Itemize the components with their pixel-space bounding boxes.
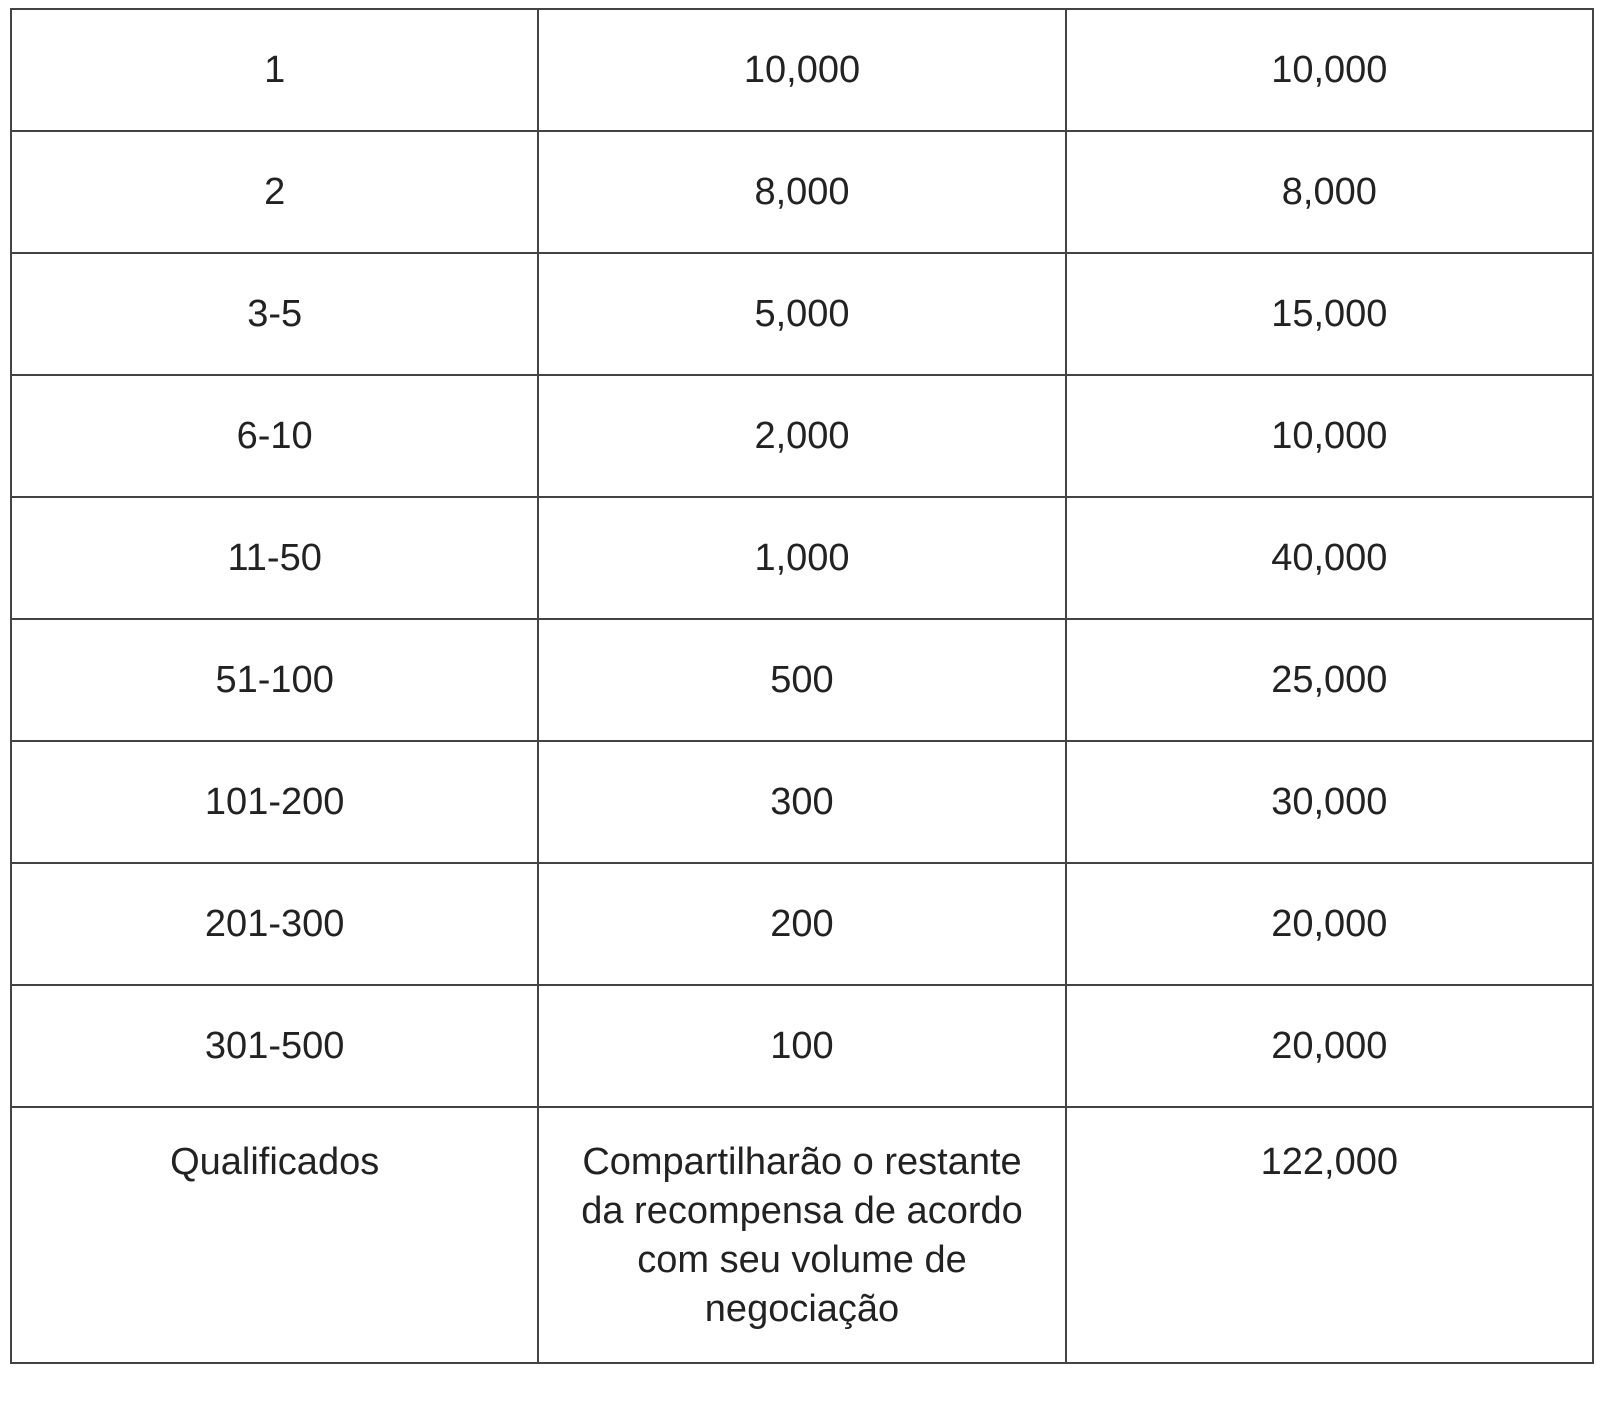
rank-cell: Qualificados	[11, 1107, 538, 1363]
reward-per-user-cell: 5,000	[538, 253, 1065, 375]
total-reward-cell: 20,000	[1066, 863, 1593, 985]
total-reward-cell: 40,000	[1066, 497, 1593, 619]
rank-cell: 11-50	[11, 497, 538, 619]
reward-per-user-cell: 100	[538, 985, 1065, 1107]
rank-cell: 201-300	[11, 863, 538, 985]
reward-per-user-cell: 200	[538, 863, 1065, 985]
reward-per-user-cell: 2,000	[538, 375, 1065, 497]
rank-cell: 6-10	[11, 375, 538, 497]
rank-cell: 3-5	[11, 253, 538, 375]
rank-cell: 301-500	[11, 985, 538, 1107]
total-reward-cell: 8,000	[1066, 131, 1593, 253]
table-row	[11, 497, 1593, 619]
reward-table	[10, 8, 1594, 1364]
reward-per-user-cell: 8,000	[538, 131, 1065, 253]
table-row	[11, 985, 1593, 1107]
table-row	[11, 375, 1593, 497]
total-reward-cell: 10,000	[1066, 9, 1593, 131]
total-reward-cell: 25,000	[1066, 619, 1593, 741]
reward-per-user-cell: 300	[538, 741, 1065, 863]
total-reward-cell: 20,000	[1066, 985, 1593, 1107]
table-row	[11, 9, 1593, 131]
reward-per-user-cell: 10,000	[538, 9, 1065, 131]
rank-cell: 1	[11, 9, 538, 131]
table-row	[11, 253, 1593, 375]
total-reward-cell: 10,000	[1066, 375, 1593, 497]
total-reward-cell: 30,000	[1066, 741, 1593, 863]
reward-per-user-cell: 500	[538, 619, 1065, 741]
rank-cell: 2	[11, 131, 538, 253]
total-reward-cell: 15,000	[1066, 253, 1593, 375]
rank-cell: 101-200	[11, 741, 538, 863]
reward-per-user-cell: 1,000	[538, 497, 1065, 619]
table-row	[11, 131, 1593, 253]
table-row	[11, 741, 1593, 863]
table-row	[11, 619, 1593, 741]
table-row	[11, 863, 1593, 985]
rank-cell: 51-100	[11, 619, 538, 741]
table-row	[11, 1107, 1593, 1363]
total-reward-cell: 122,000	[1066, 1107, 1593, 1363]
reward-per-user-cell: Compartilharão o restante da recompensa de acordo com seu volume de negociação	[538, 1107, 1065, 1363]
